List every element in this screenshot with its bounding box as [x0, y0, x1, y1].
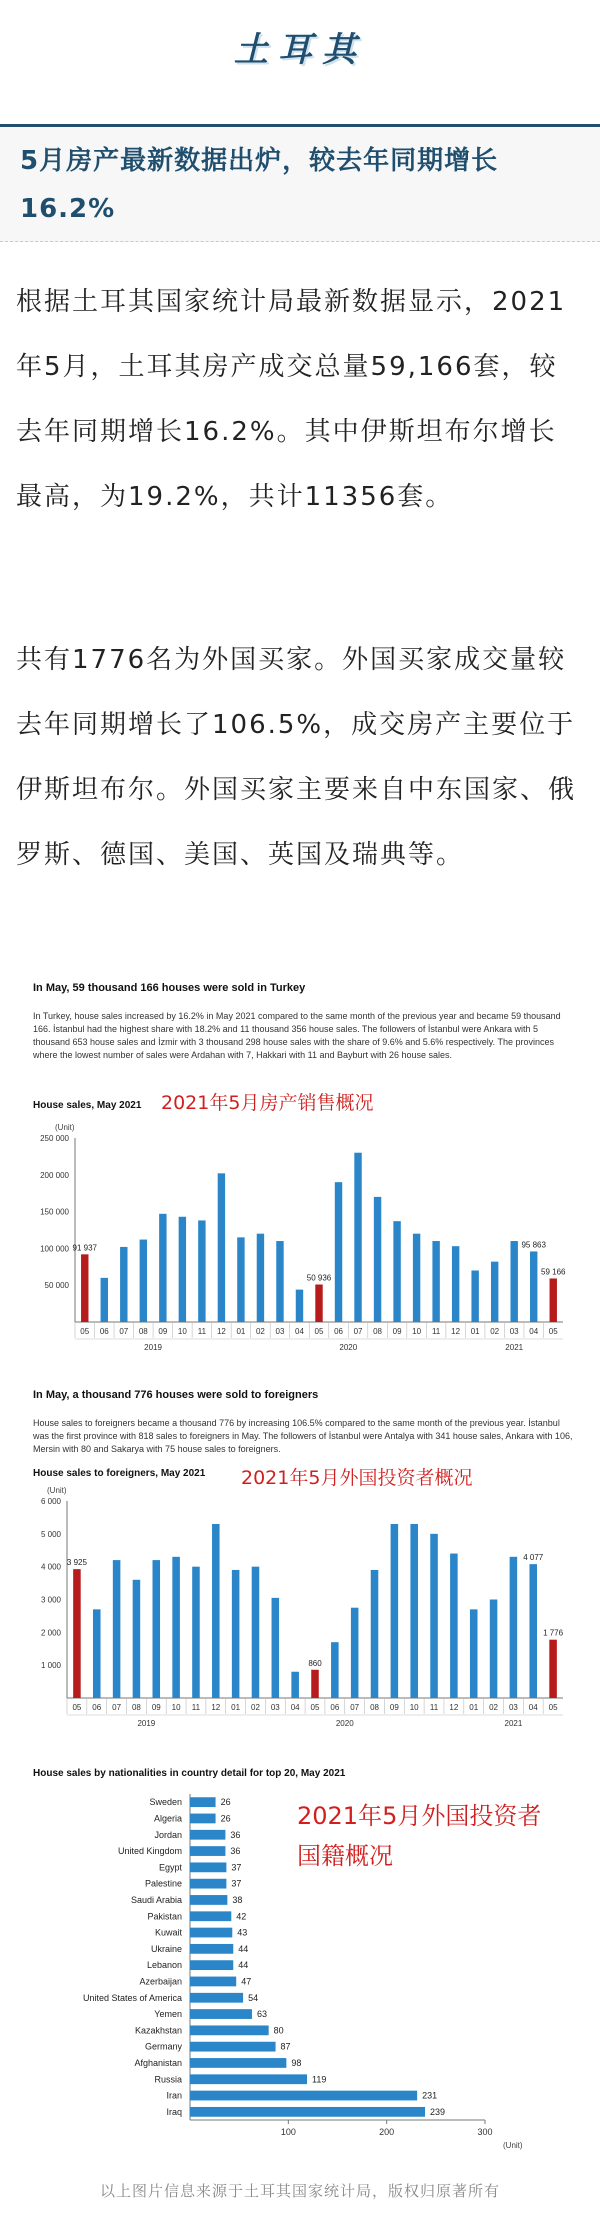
nat-data-label: 38 [232, 1894, 243, 1905]
foreigners-bar [272, 1598, 280, 1698]
foreigners-year-label: 2019 [137, 1719, 156, 1728]
paragraph-1: 根据土耳其国家统计局最新数据显示，2021年5月，土耳其房产成交总量59,166套，较去年同期增长16.2%。其中伊斯坦布尔增长最高，为19.2%，共计11356套。 [16, 287, 567, 512]
sales-data-label: 91 937 [72, 1243, 97, 1253]
foreigners-xtick: 11 [429, 1703, 439, 1712]
foreigners-xtick: 05 [548, 1703, 558, 1712]
foreigners-chart-description: House sales to foreigners became a thousand 776 by increasing 106.5% compared to the same month of the previous year. İstanbul was the first province with 818 sales to foreigners in May. The followers of İstanbul were Antalya with 341 house sales, Ankara with 106, Mersin with 80 and Sakarya with 75 house sales to foreigners. [33, 1418, 573, 1454]
foreigners-data-label: 3 925 [66, 1558, 87, 1568]
nat-data-label: 231 [422, 2090, 438, 2101]
sales-xtick: 10 [177, 1327, 187, 1336]
sales-data-label: 50 936 [306, 1273, 332, 1283]
foreigners-ytick: 4 000 [40, 1562, 61, 1572]
sales-ylabel: (Unit) [55, 1123, 75, 1132]
sales-ytick: 250 000 [40, 1134, 69, 1143]
nat-category-label: Lebanon [146, 1960, 182, 1971]
sales-xtick: 10 [412, 1327, 422, 1336]
nat-data-label: 44 [238, 1943, 249, 1954]
foreigners-year-label: 2021 [504, 1719, 523, 1728]
nationalities-chart-card [15, 1760, 585, 2155]
nationalities-chart-subtitle: House sales by nationalities in country detail for top 20, May 2021 [33, 1768, 346, 1779]
sales-xtick: 01 [236, 1327, 246, 1336]
sales-bar [452, 1246, 459, 1322]
foreigners-bar [311, 1670, 319, 1698]
foreigners-xtick: 05 [310, 1703, 320, 1712]
sales-xtick: 07 [119, 1327, 129, 1336]
foreigners-xtick: 09 [389, 1703, 399, 1712]
nat-data-label: 98 [291, 2057, 302, 2068]
nat-data-label: 87 [280, 2041, 291, 2052]
source-footer: 以上图片信息来源于土耳其国家统计局，版权归原著所有 [99, 2182, 500, 2200]
sales-bar [550, 1278, 557, 1322]
nat-category-label: United States of America [82, 1992, 182, 2003]
foreigners-xtick: 10 [171, 1703, 181, 1712]
sales-ytick: 50 000 [44, 1281, 69, 1291]
nat-bar [190, 1814, 216, 1824]
nat-category-label: Kazakhstan [134, 2025, 182, 2036]
foreigners-bar [351, 1608, 359, 1698]
sales-bar [81, 1254, 88, 1322]
nat-bar [190, 2074, 307, 2084]
sales-bar [393, 1221, 400, 1322]
foreigners-bar [133, 1580, 141, 1698]
foreigners-bar [192, 1567, 200, 1698]
nat-data-label: 26 [220, 1797, 231, 1808]
foreigners-bar [391, 1524, 399, 1698]
nat-bar [190, 2091, 417, 2101]
header-banner [0, 0, 600, 100]
sales-xtick: 12 [451, 1327, 461, 1336]
sales-bar [198, 1220, 205, 1322]
foreigners-xtick: 02 [489, 1703, 499, 1712]
nat-bar [190, 1879, 226, 1889]
nat-category-label: Sweden [149, 1797, 182, 1808]
sales-xtick: 05 [80, 1327, 90, 1336]
headline: 5月房产最新数据出炉，较去年同期增长16.2% [20, 146, 499, 224]
foreigners-bar [73, 1569, 81, 1698]
nat-category-label: Algeria [153, 1813, 182, 1824]
nat-bar [190, 1960, 233, 1970]
sales-xtick: 11 [197, 1327, 207, 1336]
foreigners-xtick: 03 [508, 1703, 518, 1712]
foreigners-xtick: 06 [92, 1703, 102, 1712]
sales-xtick: 08 [373, 1327, 383, 1336]
sales-xtick: 05 [314, 1327, 324, 1336]
sales-bar [296, 1290, 303, 1322]
sales-bar [432, 1241, 439, 1322]
nationalities-bar-chart [15, 1784, 585, 2154]
paragraph-2: 共有1776名为外国买家。外国买家成交量较去年同期增长了106.5%，成交房产主要位于伊斯坦布尔。外国买家主要来自中东国家、俄罗斯、德国、美国、英国及瑞典等。 [16, 645, 577, 870]
nat-category-label: Jordan [154, 1829, 182, 1840]
sales-xtick: 11 [431, 1327, 441, 1336]
nat-bar [190, 1944, 233, 1954]
nat-category-label: Iran [166, 2090, 182, 2101]
sales-chart-title: In May, 59 thousand 166 houses were sold in Turkey [33, 982, 306, 994]
nat-xtick: 300 [477, 2127, 493, 2137]
nat-category-label: United Kingdom [117, 1846, 182, 1857]
foreigners-bar [510, 1557, 518, 1698]
nat-bar [190, 2107, 425, 2117]
sales-xtick: 05 [548, 1327, 558, 1336]
nat-bar [190, 2058, 286, 2068]
sales-chart-overlay: 2021年5月房产销售概况 [161, 1092, 374, 1114]
nat-category-label: Iraq [166, 2106, 182, 2117]
foreigners-bar [153, 1560, 161, 1698]
sales-bar [354, 1153, 361, 1322]
foreigners-xtick: 07 [112, 1703, 122, 1712]
headline-box [0, 124, 600, 242]
sales-xtick: 03 [509, 1327, 519, 1336]
nat-data-label: 239 [430, 2106, 446, 2117]
foreigners-xtick: 02 [251, 1703, 260, 1712]
foreigners-bar [490, 1600, 498, 1699]
nat-bar [190, 1928, 232, 1938]
foreigners-bar [450, 1554, 458, 1698]
sales-xtick: 12 [216, 1327, 226, 1336]
nat-data-label: 44 [238, 1960, 249, 1971]
foreigners-ylabel: (Unit) [47, 1486, 67, 1495]
sales-bar [471, 1270, 478, 1322]
foreigners-ytick: 3 000 [40, 1595, 61, 1605]
foreigners-xtick: 09 [151, 1703, 161, 1712]
sales-bar [315, 1285, 322, 1322]
sales-chart-description: In Turkey, house sales increased by 16.2% in May 2021 compared to the same month of the previous year and became 59 thousand 166. İstanbul had the highest share with 18.2% and 11 thousand 356 house sales. The followers of İstanbul were Ankara with 5 thousand 653 house sales and İzmir with 3 thousand 298 house sales with the share of 9.6% and 5.6% respectively. The provinces where the lowest number of sales were Ardahan with 7, Hakkari with 11 and Bayburt with 26 house sales. [33, 1011, 561, 1060]
nat-category-label: Afghanistan [134, 2057, 182, 2068]
nat-data-label: 36 [230, 1846, 241, 1857]
nat-category-label: Saudi Arabia [130, 1894, 182, 1905]
nat-category-label: Russia [154, 2074, 182, 2085]
sales-year-label: 2020 [339, 1343, 358, 1352]
foreigners-xtick: 08 [370, 1703, 379, 1712]
foreigners-chart-title: In May, a thousand 776 houses were sold to foreigners [33, 1389, 319, 1401]
foreigners-ytick: 5 000 [40, 1529, 61, 1539]
nat-bar [190, 1862, 226, 1872]
sales-ytick: 150 000 [40, 1207, 69, 1217]
sales-bar [491, 1262, 498, 1322]
sales-bar [120, 1247, 127, 1322]
foreigners-bar [371, 1570, 379, 1698]
foreigners-bar [291, 1672, 299, 1698]
foreigners-xtick: 11 [191, 1703, 201, 1712]
foreigners-bar [410, 1524, 418, 1698]
foreigners-xtick: 07 [350, 1703, 360, 1712]
sales-xtick: 01 [470, 1327, 480, 1336]
foreigners-bar [212, 1524, 220, 1698]
sales-xtick: 09 [158, 1327, 168, 1336]
sales-bar [159, 1214, 166, 1322]
nat-bar [190, 1797, 216, 1807]
nat-data-label: 42 [236, 1911, 247, 1922]
nat-xtick: 100 [280, 2127, 296, 2137]
sales-xtick: 04 [529, 1327, 539, 1336]
nat-bar [190, 1993, 243, 2003]
sales-bar [237, 1237, 244, 1322]
nat-bar [190, 2042, 276, 2052]
sales-chart-subtitle: House sales, May 2021 [33, 1100, 142, 1111]
sales-bar [218, 1173, 225, 1322]
nationalities-overlay-line-1: 2021年5月外国投资者 [297, 1802, 542, 1830]
sales-chart-card [15, 976, 585, 1361]
nat-xlabel: (Unit) [503, 2141, 523, 2150]
foreigners-xtick: 06 [330, 1703, 340, 1712]
foreigners-xtick: 04 [290, 1703, 300, 1712]
nat-data-label: 37 [231, 1878, 242, 1889]
nat-data-label: 119 [312, 2074, 327, 2085]
foreigners-xtick: 10 [409, 1703, 419, 1712]
sales-data-label: 59 166 [541, 1267, 566, 1277]
sales-xtick: 09 [392, 1327, 402, 1336]
foreigners-ytick: 6 000 [40, 1497, 61, 1506]
nat-category-label: Yemen [154, 2009, 182, 2020]
foreigners-bar [470, 1609, 478, 1698]
sales-xtick: 03 [275, 1327, 285, 1336]
sales-xtick: 06 [99, 1327, 109, 1336]
sales-bar [276, 1241, 283, 1322]
nat-data-label: 36 [230, 1829, 241, 1840]
foreigners-xtick: 12 [449, 1703, 459, 1712]
nat-category-label: Kuwait [154, 1927, 182, 1938]
foreigners-bar [172, 1557, 180, 1698]
foreigners-bar [232, 1570, 240, 1698]
nat-bar [190, 1846, 225, 1856]
foreigners-xtick: 05 [72, 1703, 82, 1712]
foreigners-xtick: 08 [131, 1703, 141, 1712]
foreigners-bar [529, 1564, 537, 1698]
foreigners-bar [93, 1609, 101, 1698]
sales-xtick: 06 [334, 1327, 343, 1336]
sales-bar [530, 1251, 537, 1322]
foreigners-year-label: 2020 [335, 1719, 354, 1728]
nat-bar [190, 1830, 225, 1840]
foreigners-xtick: 01 [469, 1703, 479, 1712]
nat-category-label: Egypt [158, 1862, 182, 1873]
foreigners-bar [430, 1534, 438, 1698]
nat-data-label: 37 [231, 1862, 242, 1873]
sales-bar [140, 1240, 147, 1322]
sales-bar [510, 1241, 517, 1322]
sales-xtick: 02 [490, 1327, 500, 1336]
page-title: 土耳其 [234, 30, 366, 70]
sales-bar-chart [15, 1116, 585, 1361]
nat-bar [190, 1895, 227, 1905]
sales-bar [257, 1234, 264, 1322]
nat-bar [190, 2025, 269, 2035]
nat-data-label: 47 [241, 1976, 252, 1987]
nat-bar [190, 1977, 236, 1987]
sales-xtick: 07 [353, 1327, 363, 1336]
sales-bar [413, 1234, 420, 1322]
sales-xtick: 02 [255, 1327, 265, 1336]
foreigners-bar [331, 1642, 339, 1698]
sales-bar [335, 1182, 342, 1322]
sales-year-label: 2021 [505, 1343, 524, 1352]
foreigners-bar [549, 1640, 557, 1698]
sales-bar [374, 1197, 381, 1322]
sales-xtick: 04 [295, 1327, 304, 1336]
foreigners-bar [252, 1567, 260, 1698]
foreigners-xtick: 12 [211, 1703, 221, 1712]
nat-category-label: Palestine [144, 1878, 182, 1889]
nat-category-label: Azerbaijan [139, 1976, 182, 1987]
foreigners-ytick: 2 000 [40, 1628, 61, 1638]
sales-xtick: 08 [138, 1327, 148, 1336]
foreigners-bar-chart [15, 1483, 585, 1738]
foreigners-data-label: 860 [308, 1658, 322, 1668]
nat-data-label: 63 [256, 2009, 267, 2020]
nat-category-label: Germany [144, 2041, 182, 2052]
foreigners-data-label: 4 077 [523, 1553, 544, 1563]
sales-ytick: 200 000 [40, 1170, 69, 1180]
sales-bar [179, 1217, 186, 1322]
nat-xtick: 200 [379, 2127, 395, 2137]
nat-data-label: 54 [248, 1992, 259, 2003]
nat-bar [190, 2009, 252, 2019]
foreigners-xtick: 03 [270, 1703, 280, 1712]
sales-year-label: 2019 [144, 1343, 162, 1352]
sales-data-label: 95 863 [521, 1240, 546, 1250]
foreigners-chart-subtitle: House sales to foreigners, May 2021 [33, 1468, 206, 1479]
foreigners-chart-overlay: 2021年5月外国投资者概况 [241, 1467, 473, 1489]
nat-data-label: 80 [273, 2025, 284, 2036]
sales-ytick: 100 000 [40, 1244, 69, 1254]
nationalities-overlay-line-2: 国籍概况 [297, 1842, 393, 1870]
foreigners-data-label: 1 776 [543, 1628, 564, 1638]
nat-bar [190, 1911, 231, 1921]
foreigners-xtick: 04 [528, 1703, 538, 1712]
sales-bar [101, 1278, 108, 1322]
foreigners-chart-card [15, 1383, 585, 1738]
nat-category-label: Ukraine [150, 1943, 182, 1954]
nat-category-label: Pakistan [147, 1911, 182, 1922]
foreigners-bar [113, 1560, 121, 1698]
foreigners-ytick: 1 000 [40, 1661, 61, 1671]
nat-data-label: 43 [237, 1927, 248, 1938]
nat-data-label: 26 [220, 1813, 231, 1824]
foreigners-xtick: 01 [231, 1703, 241, 1712]
